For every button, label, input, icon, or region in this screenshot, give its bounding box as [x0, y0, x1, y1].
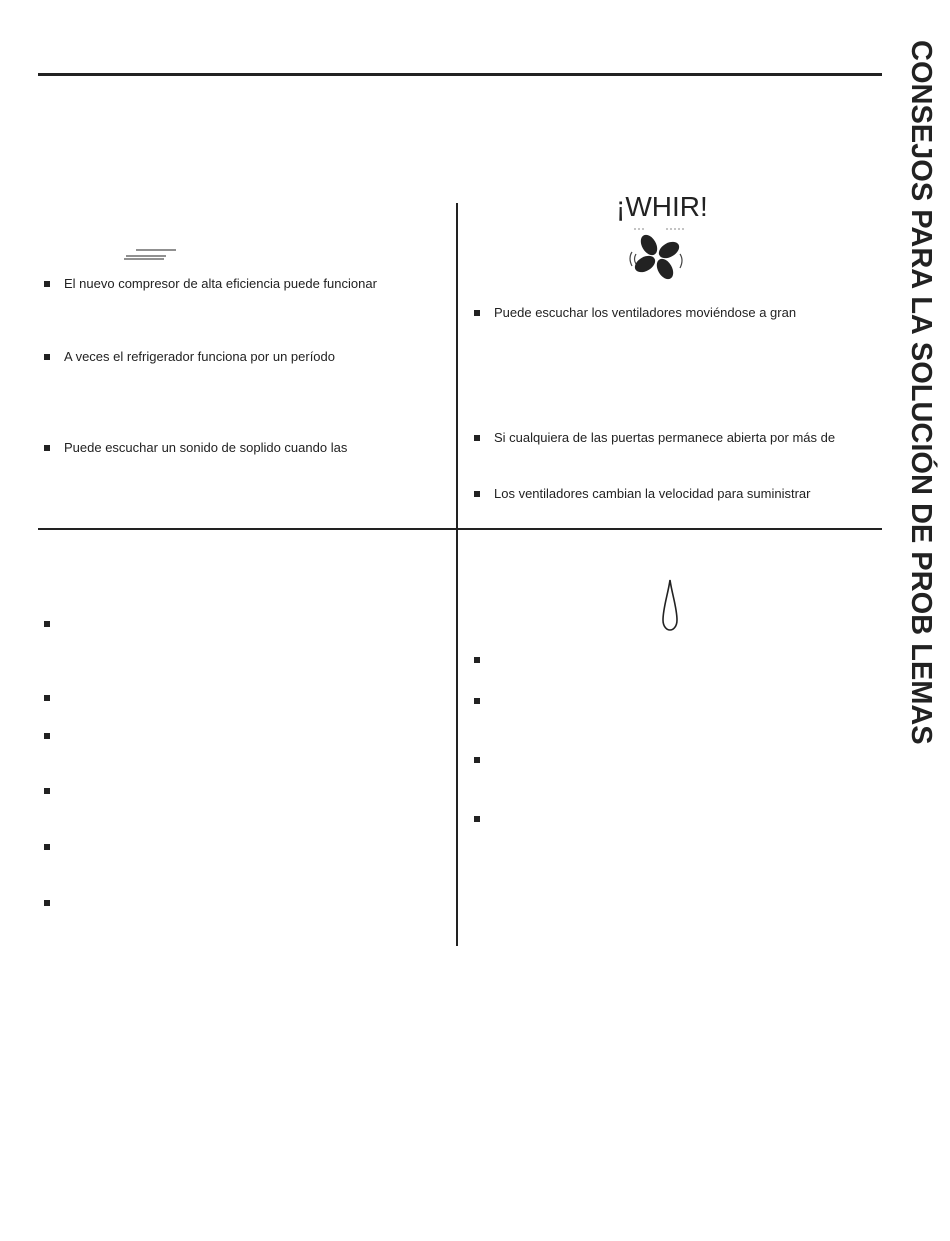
square-bullet-icon — [44, 733, 50, 739]
motor-sound-lines-icon — [122, 248, 178, 260]
square-bullet-icon — [474, 816, 480, 822]
square-bullet-icon — [44, 900, 50, 906]
square-bullet-icon — [474, 698, 480, 704]
square-bullet-icon — [44, 844, 50, 850]
square-bullet-icon — [474, 310, 480, 316]
list-item: Los ventiladores cambian la velocidad para suministrar — [494, 486, 811, 501]
whir-sound-label: ¡WHIR! — [616, 191, 708, 222]
column-divider — [456, 203, 458, 946]
square-bullet-icon — [44, 695, 50, 701]
square-bullet-icon — [474, 491, 480, 497]
square-bullet-icon — [44, 445, 50, 451]
square-bullet-icon — [44, 621, 50, 627]
fan-icon — [624, 224, 692, 282]
middle-rule — [38, 528, 882, 530]
list-item: Si cualquiera de las puertas permanece abierta por más de — [494, 430, 836, 445]
square-bullet-icon — [474, 435, 480, 441]
top-rule — [38, 73, 882, 76]
square-bullet-icon — [44, 354, 50, 360]
list-item: A veces el refrigerador funciona por un período — [64, 349, 336, 364]
list-item: Puede escuchar un sonido de soplido cuando las — [64, 440, 348, 455]
square-bullet-icon — [44, 788, 50, 794]
square-bullet-icon — [44, 281, 50, 287]
square-bullet-icon — [474, 657, 480, 663]
list-item: El nuevo compresor de alta eficiencia puede funcionar — [64, 276, 377, 291]
square-bullet-icon — [474, 757, 480, 763]
section-side-title: CONSEJOS PARA LA SOLUCIÓN DE PROB LEMAS — [905, 40, 937, 745]
list-item: Puede escuchar los ventiladores moviéndose a gran — [494, 305, 797, 320]
water-drop-icon — [660, 578, 680, 632]
